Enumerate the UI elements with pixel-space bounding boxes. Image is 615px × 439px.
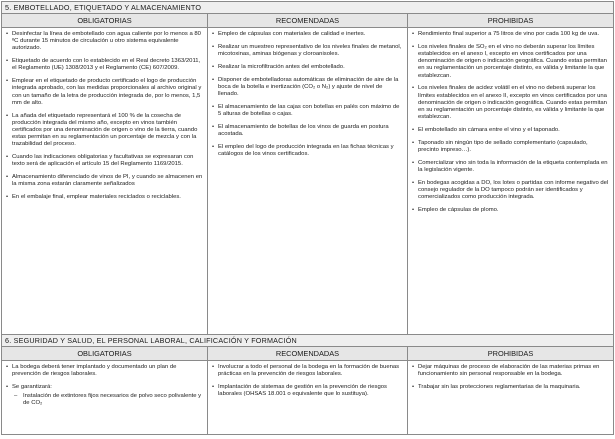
list-item: • Rendimiento final superior a 75 litros de vino por cada 100 kg de uva. [412,31,600,37]
section6-header-recomendadas: RECOMENDADAS [208,347,408,361]
list-item: • En el embalaje final, emplear materiales reciclados o reciclables. [6,194,181,201]
list-item: • El empleo del logo de producción integrada en las fichas técnicas y catálogos de los vinos certificados. [212,143,394,157]
list-item: • La añada del etiquetado representará el 100 % de la cosecha de producción integrada del mismo año, excepto en vinos también certificados por una denominación de origen o vino de la tierra, cuando estas permitan en su reglamentación un porcentaje de mezcla y con la trazabilidad del proceso. [6,112,198,148]
bullet: • [412,179,415,186]
list-item: • Trabajar sin las protecciones reglamentarias de la maquinaria. [412,384,581,390]
section5-header-prohibidas: PROHIBIDAS [408,14,614,28]
list-item: • Desinfectar la línea de embotellado con agua caliente por lo menos a 80 ºC durante 15 minutos de circulación u otro sistema equivalente autorizado. [6,31,201,52]
bullet: • [6,154,9,161]
bullet: • [412,127,415,134]
list-item: • En bodegas acogidas a DO, los lotes o partidas con informe negativo del consejo regulador de la DO tampoco podrán ser identificados y comercializados como producción integrada. [412,179,609,201]
bullet: • [6,364,9,370]
list-item: • Emplear en el etiquetado de producto certificado el logo de producción integrada aprobado, con las medidas proporcionales al archivo original y con un tamaño de la letra de producción integrada de, por lo menos, 1,5 mm de alto. [6,78,202,106]
bullet: • [6,194,9,201]
sub-list-item: – Instalación de extintores fijos necesarios de polvo seco polivalente y de CO₂ [14,393,202,407]
bullet: • [412,384,415,390]
bullet: • [212,123,215,130]
section6-table [1,334,614,435]
list-item: • Disponer de embotelladoras automáticas de eliminación de aire de la boca de la botella e inertización (CO₂ o N₂) y ajuste de nivel de llenado. [212,76,399,97]
bullet: • [412,139,415,146]
list-item: • Realizar la microfiltración antes del embotellado. [212,63,345,70]
section5-header-obligatorias: OBLIGATORIAS [2,14,208,28]
list-item: • Etiquetado de acuerdo con lo establecido en el Real decreto 1363/2011, el Reglamento (UE) 1308/2013 y el Reglamento (CE) 607/2009. [6,58,201,72]
list-item: • Almacenamiento diferenciado de vinos de PI, y cuando se almacenen en la misma zona estarán claramente señalizados [6,174,203,188]
section6-obligatorias-cell [2,361,208,435]
bullet: • [412,364,415,370]
section5-recomendadas-cell [208,28,408,338]
bullet: • [6,384,9,390]
section6-header-prohibidas: PROHIBIDAS [408,347,614,361]
section6-header-obligatorias: OBLIGATORIAS [2,347,208,361]
list-item: • Se garantizará: [6,384,52,390]
section5-prohibidas-cell [408,28,614,338]
list-item: • Realizar un muestreo representativo de los niveles finales de metanol, micotoxinas, aminas biógenas y cloroanisoles. [212,43,402,57]
bullet: • [212,76,215,83]
bullet: • [412,31,415,37]
bullet: • [212,364,215,370]
section5-table [1,1,614,338]
bullet: • [412,85,415,92]
list-item: • Implantación de sistemas de gestión en la prevención de riesgos laborales (OHSAS 18.001 o equivalente que lo sustituya). [212,384,387,398]
bullet: • [212,143,215,150]
bullet: • [6,174,9,181]
bullet: • [6,112,9,119]
list-item: • La bodega deberá tener implantado y documentado un plan de prevención de riesgos laborales. [6,364,177,378]
bullet: • [6,31,9,37]
dash-bullet: – [14,393,18,400]
list-item: • El almacenamiento de botellas de los vinos de guarda en postura acostada. [212,123,389,137]
bullet: • [212,43,215,50]
list-item: • Comercializar vino sin toda la información de la etiqueta contemplada en la legislación vigente. [412,159,608,174]
list-item: • Empleo de cápsulas con materiales de calidad e inertes. [212,31,366,37]
list-item: • Taponado sin ningún tipo de sellado complementario (capsulado, precinto impreso…). [412,139,588,154]
bullet: • [212,63,215,70]
section5-obligatorias-cell [2,28,208,338]
section6-recomendadas-cell [208,361,408,435]
bullet: • [412,207,415,214]
list-item: • Involucrar a todo el personal de la bodega en la formación de buenas prácticas en la prevención de riesgos laborales. [212,364,400,378]
bullet: • [412,159,415,166]
list-item: • Los niveles finales de acidez volátil en el vino no deberá superar los límites establecidos en el anexo II, excepto en vinos certificados por una denominación de origen o indicación geográfica. Cuando estas permitan en su reglamentación un porcentaje distinto, es válida y limitante la que establezcan. [412,85,607,121]
list-item: • Los niveles finales de SO₂ en el vino no deberán superar los límites establecidos en el anexo I, excepto en vinos certificados por una denominación de origen o indicación geográfica. Cuando estas permitan en su reglamentación un porcentaje distinto, es válida y limitante la que establezcan. [412,43,607,79]
list-item: • Dejar máquinas de proceso de elaboración de las materias primas en funcionamiento sin personal responsable en la bodega. [412,364,600,378]
list-item: • El embotellado sin cámara entre el vino y el taponado. [412,127,560,134]
bullet: • [6,58,9,65]
list-item: • Cuando las indicaciones obligatorias y facultativas se expresaran con texto será de aplicación el artículo 15 del Reglamento 1169/2015. [6,154,194,168]
bullet: • [412,43,415,50]
section5-title: 5. EMBOTELLADO, ETIQUETADO Y ALMACENAMIENTO [2,2,614,14]
list-item: • Empleo de cápsulas de plomo. [412,207,499,214]
bullet: • [212,384,215,390]
bullet: • [6,78,9,85]
bullet: • [212,31,215,37]
section6-title: 6. SEGURIDAD Y SALUD, EL PERSONAL LABORAL, CALIFICACIÓN Y FORMACIÓN [2,335,614,347]
bullet: • [212,103,215,110]
section5-header-recomendadas: RECOMENDADAS [208,14,408,28]
section6-prohibidas-cell [408,361,614,435]
list-item: • El almacenamiento de las cajas con botellas en palés con máximo de 5 alturas de botellas o cajas. [212,103,400,117]
